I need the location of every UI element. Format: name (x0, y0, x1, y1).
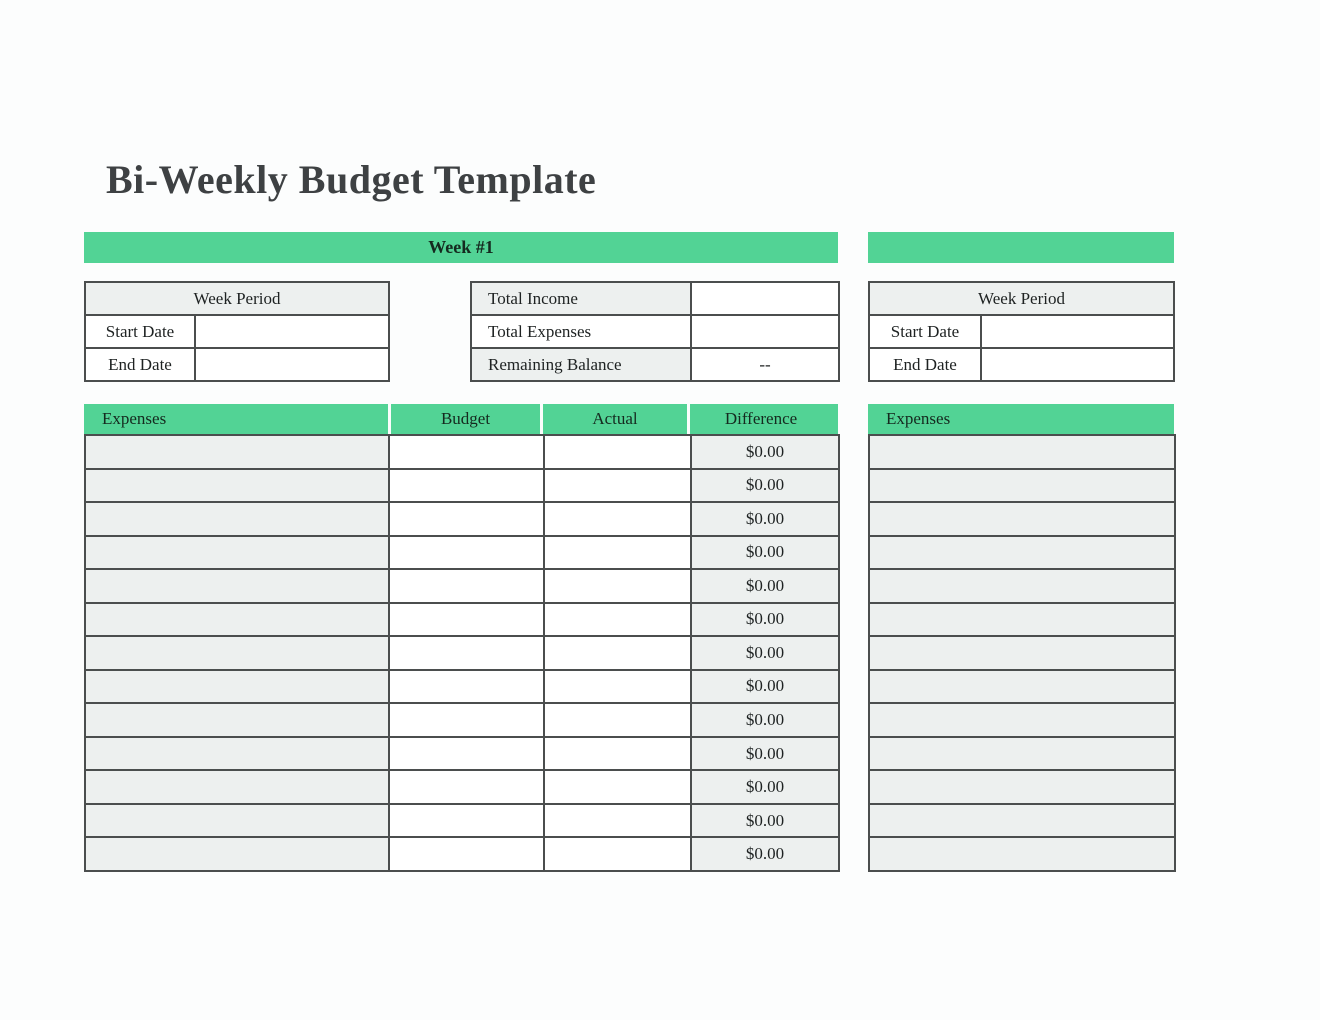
expense-name-cell[interactable] (869, 469, 1175, 503)
expense-row (85, 435, 839, 469)
expense-name-cell[interactable] (85, 804, 389, 838)
week2-end-date-field[interactable] (981, 348, 1174, 381)
expense-name-cell[interactable] (85, 770, 389, 804)
expense-name-cell[interactable] (869, 837, 1175, 871)
expense-row (869, 502, 1175, 536)
expense-row (869, 636, 1175, 670)
expense-row (869, 603, 1175, 637)
expense-row (869, 435, 1175, 469)
expenses-column-header: Expenses (102, 409, 167, 428)
actual-cell[interactable] (544, 469, 691, 503)
expense-row (85, 536, 839, 570)
difference-cell: $0.00 (691, 435, 839, 469)
actual-cell[interactable] (544, 435, 691, 469)
difference-cell: $0.00 (691, 837, 839, 871)
actual-cell[interactable] (544, 837, 691, 871)
expense-name-cell[interactable] (85, 569, 389, 603)
week2-start-date-field[interactable] (981, 315, 1174, 348)
actual-cell[interactable] (544, 703, 691, 737)
expense-row (869, 469, 1175, 503)
week2-start-date-label: Start Date (869, 315, 981, 348)
expense-row (869, 536, 1175, 570)
difference-cell: $0.00 (691, 670, 839, 704)
expense-name-cell[interactable] (85, 737, 389, 771)
difference-cell: $0.00 (691, 569, 839, 603)
expense-name-cell[interactable] (869, 804, 1175, 838)
expense-name-cell[interactable] (869, 703, 1175, 737)
budget-cell[interactable] (389, 569, 544, 603)
week1-banner (84, 232, 838, 263)
expense-name-cell[interactable] (85, 837, 389, 871)
expense-row (85, 770, 839, 804)
actual-column-header: Actual (540, 404, 687, 434)
week1-start-date-field[interactable] (195, 315, 389, 348)
week1-week-period-header: Week Period (85, 282, 389, 315)
week1-expenses-header-row (84, 404, 838, 434)
week2-week-period-table (868, 281, 1175, 382)
expense-row (85, 569, 839, 603)
expense-row (85, 703, 839, 737)
remaining-balance-label: Remaining Balance (471, 348, 691, 381)
expense-name-cell[interactable] (85, 703, 389, 737)
week1-end-date-label: End Date (85, 348, 195, 381)
expense-row (85, 502, 839, 536)
page-title: Bi-Weekly Budget Template (106, 157, 597, 202)
expense-row (869, 737, 1175, 771)
budget-cell[interactable] (389, 804, 544, 838)
expense-name-cell[interactable] (85, 502, 389, 536)
week1-expenses-table (84, 434, 840, 872)
expense-row (85, 670, 839, 704)
expense-name-cell[interactable] (85, 469, 389, 503)
total-income-label: Total Income (471, 282, 691, 315)
expense-row (85, 804, 839, 838)
expense-name-cell[interactable] (869, 737, 1175, 771)
week2-expenses-column-header: Expenses (886, 409, 951, 428)
budget-cell[interactable] (389, 435, 544, 469)
expense-name-cell[interactable] (85, 603, 389, 637)
difference-cell: $0.00 (691, 469, 839, 503)
expense-name-cell[interactable] (85, 670, 389, 704)
difference-cell: $0.00 (691, 636, 839, 670)
budget-cell[interactable] (389, 469, 544, 503)
actual-cell[interactable] (544, 670, 691, 704)
expense-row (869, 569, 1175, 603)
week1-summary-table (470, 281, 840, 382)
difference-cell: $0.00 (691, 502, 839, 536)
actual-cell[interactable] (544, 636, 691, 670)
expense-row (85, 469, 839, 503)
expense-name-cell[interactable] (85, 636, 389, 670)
difference-column-header: Difference (687, 404, 832, 434)
expense-name-cell[interactable] (869, 569, 1175, 603)
week1-week-period-table (84, 281, 390, 382)
actual-cell[interactable] (544, 569, 691, 603)
expense-name-cell[interactable] (869, 636, 1175, 670)
actual-cell[interactable] (544, 737, 691, 771)
difference-cell: $0.00 (691, 804, 839, 838)
expense-name-cell[interactable] (85, 536, 389, 570)
difference-cell: $0.00 (691, 737, 839, 771)
budget-cell[interactable] (389, 603, 544, 637)
expense-row (869, 804, 1175, 838)
difference-cell: $0.00 (691, 603, 839, 637)
week2-banner (868, 232, 1174, 263)
difference-cell: $0.00 (691, 703, 839, 737)
budget-cell[interactable] (389, 737, 544, 771)
budget-column-header: Budget (388, 404, 540, 434)
expense-row (85, 636, 839, 670)
actual-cell[interactable] (544, 603, 691, 637)
total-expenses-label: Total Expenses (471, 315, 691, 348)
expense-row (85, 837, 839, 871)
actual-cell[interactable] (544, 770, 691, 804)
week1-banner-label: Week #1 (428, 237, 494, 257)
expense-name-cell[interactable] (869, 536, 1175, 570)
difference-cell: $0.00 (691, 770, 839, 804)
actual-cell[interactable] (544, 502, 691, 536)
expense-name-cell[interactable] (869, 770, 1175, 804)
actual-cell[interactable] (544, 536, 691, 570)
week1-end-date-field[interactable] (195, 348, 389, 381)
budget-cell[interactable] (389, 670, 544, 704)
week2-end-date-label: End Date (869, 348, 981, 381)
actual-cell[interactable] (544, 804, 691, 838)
budget-cell[interactable] (389, 636, 544, 670)
expense-name-cell[interactable] (869, 502, 1175, 536)
expense-row (869, 670, 1175, 704)
expense-name-cell[interactable] (869, 603, 1175, 637)
budget-cell[interactable] (389, 703, 544, 737)
remaining-balance-value: -- (691, 348, 839, 381)
budget-cell[interactable] (389, 770, 544, 804)
expense-row (85, 737, 839, 771)
expense-name-cell[interactable] (869, 670, 1175, 704)
budget-cell[interactable] (389, 837, 544, 871)
expense-name-cell[interactable] (869, 435, 1175, 469)
total-expenses-field[interactable] (691, 315, 839, 348)
expense-row (869, 837, 1175, 871)
week1-start-date-label: Start Date (85, 315, 195, 348)
week2-expenses-table (868, 434, 1176, 872)
total-income-field[interactable] (691, 282, 839, 315)
expense-row (869, 770, 1175, 804)
difference-cell: $0.00 (691, 536, 839, 570)
expense-row (85, 603, 839, 637)
budget-cell[interactable] (389, 502, 544, 536)
expense-row (869, 703, 1175, 737)
week2-expenses-header-row (868, 404, 1174, 434)
week2-week-period-header: Week Period (869, 282, 1174, 315)
expense-name-cell[interactable] (85, 435, 389, 469)
budget-cell[interactable] (389, 536, 544, 570)
